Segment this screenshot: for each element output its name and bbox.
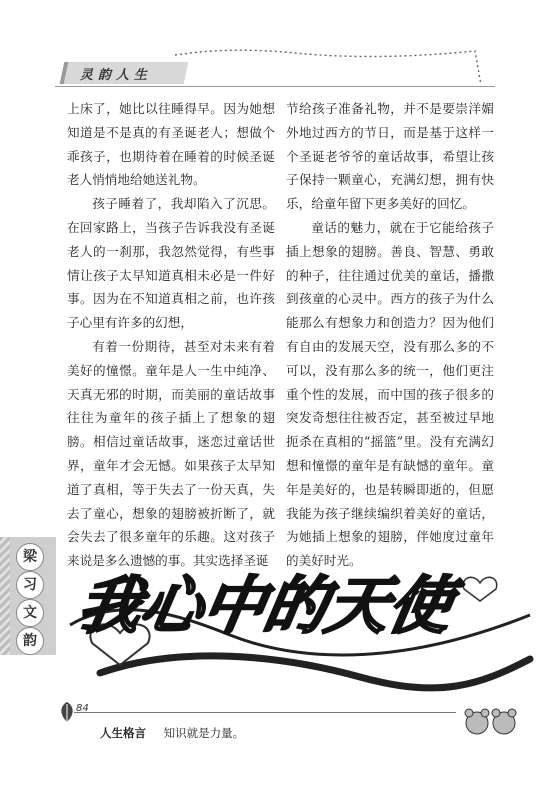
side-tab bbox=[0, 537, 56, 655]
paragraph: 孩子睡着了，我却陷入了沉思。在回家路上，当孩子告诉我没有圣诞老人的一刹那，我忽然觉得，有些事情让孩子太早知道真相未必是一件好事。因为在不知道真相之前，也许孩子心里有许多的幻想， bbox=[67, 196, 275, 331]
side-tab-char: 梁 bbox=[16, 543, 44, 571]
section-tag bbox=[60, 62, 189, 84]
heart-shape bbox=[463, 577, 496, 601]
paragraph: 节给孩子准备礼物，并不是要崇洋媚外地过西方的节日，而是基于这样一个圣诞老爷爷的童话故事，希望让孩子保持一颗童心，充满幻想，拥有快乐，给童年留下更多美好的回忆。 bbox=[286, 101, 494, 212]
top-rule bbox=[55, 86, 495, 87]
side-tab-char: 韵 bbox=[16, 627, 44, 655]
paragraph: 有着一份期待，甚至对未来有着美好的憧憬。童年是人一生中纯净、天真无邪的时期，而美丽的童话故事往往为童年的孩子插上了想象的翅膀。相信过童话故事，迷恋过童话世界，童年才会无憾。如果孩子太早知道了真相，等于失去了一份天真，失去了童心，想象的翅膀被折断了，就会失去了很多童年的乐趣。这对孩子来说是多么遗憾的事。其实选择圣诞 bbox=[67, 338, 275, 569]
side-tab-char: 习 bbox=[16, 571, 44, 599]
page-number: 84 bbox=[76, 703, 89, 714]
title-text: 我心中的天使 bbox=[72, 569, 458, 642]
footer-quote bbox=[100, 725, 244, 741]
bear-icon bbox=[462, 706, 522, 736]
column-right bbox=[286, 97, 494, 573]
paragraph: 童话的魅力，就在于它能给孩子插上想象的翅膀。善良、智慧、勇敢的种子，往往通过优美的童话，播撒到孩童的心灵中。西方的孩子为什么能那么有想象力和创造力？因为他们有自由的发展天空，没有那么多的不可以，没有那么多的统一，他们更注重个性的发展，而中国的孩子很多的突发奇想往往被否定，甚至被过早地扼杀在真相的“摇篮”里。没有充满幻想和憧憬的童年是有缺憾的童年。童年是美好的，也是转瞬即逝的，但愿我能为孩子继续编织着美好的童话，为她插上想象的翅膀，伴她度过童年的美好时光。 bbox=[286, 219, 494, 569]
title-swirl bbox=[100, 656, 530, 688]
paragraph: 上床了，她比以往睡得早。因为她想知道是不是真的有圣诞老人；想做个乖孩子，也期待着在睡着的时候圣诞老人悄悄地给她送礼物。 bbox=[67, 101, 275, 188]
side-tab-strip bbox=[0, 537, 10, 655]
section-label: 灵韵人生 bbox=[79, 68, 152, 83]
footer-label: 人生格言 bbox=[100, 726, 146, 740]
footer-rule bbox=[74, 712, 456, 713]
column-left bbox=[67, 97, 275, 573]
footer-quote-text: 知识就是力量。 bbox=[163, 726, 245, 740]
title-art bbox=[60, 555, 540, 695]
side-tab-char: 文 bbox=[16, 599, 44, 627]
header-dotted-curve bbox=[175, 47, 485, 87]
